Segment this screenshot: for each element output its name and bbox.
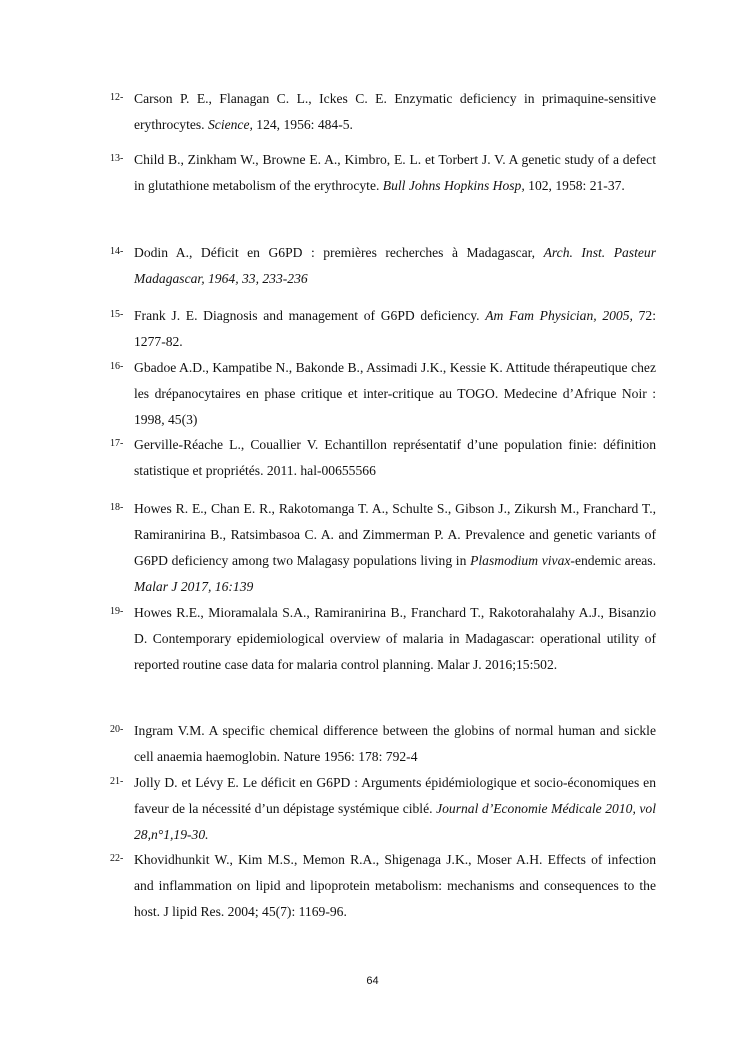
reference-21 [110,770,656,848]
reference-20 [110,718,656,770]
reference-14 [110,240,656,292]
reference-number: 16- [110,361,124,372]
reference-22 [110,847,656,925]
reference-18 [110,496,656,600]
reference-number: 20- [110,724,124,735]
reference-number: 17- [110,438,124,449]
reference-text: Dodin A., Déficit en G6PD : premières recherches à Madagascar, Arch. Inst. Pasteur Madagascar, 1964, 33, 233-236 [134,245,656,286]
reference-17 [110,432,656,484]
reference-text: Gerville-Réache L., Couallier V. Echantillon représentatif d’une population finie: définition statistique et propriétés. 2011. hal-00655566 [134,437,656,478]
reference-text: Ingram V.M. A specific chemical difference between the globins of normal human and sickle cell anaemia haemoglobin. Nature 1956: 178: 792-4 [134,723,656,764]
reference-16 [110,355,656,433]
reference-text: Child B., Zinkham W., Browne E. A., Kimbro, E. L. et Torbert J. V. A genetic study of a defect in glutathione metabolism of the erythrocyte. Bull Johns Hopkins Hosp, 102, 1958: 21-37. [134,152,656,193]
reference-text: Frank J. E. Diagnosis and management of G6PD deficiency. Am Fam Physician, 2005, 72: 1277-82. [134,308,656,349]
reference-text: Jolly D. et Lévy E. Le déficit en G6PD : Arguments épidémiologique et socio-économiques en faveur de la nécessité d’un dépistage systémique ciblé. Journal d’Economie Médicale 2010, vol 28,n°1,19-30. [134,775,656,842]
page-number: 64 [366,975,379,987]
reference-19 [110,600,656,678]
reference-number: 14- [110,246,124,257]
reference-text: Gbadoe A.D., Kampatibe N., Bakonde B., Assimadi J.K., Kessie K. Attitude thérapeutique chez les drépanocytaires en phase critique et inter-critique au TOGO. Medecine d’Afrique Noir : 1998, 45(3) [134,360,656,427]
reference-number: 22- [110,853,124,864]
reference-text: Howes R.E., Mioramalala S.A., Ramiranirina B., Franchard T., Rakotorahalahy A.J., Bisanzio D. Contemporary epidemiological overview of malaria in Madagascar: operational utility of reported routine case data for malaria control planning. Malar J. 2016;15:502. [134,605,656,672]
reference-number: 12- [110,92,124,103]
reference-number: 18- [110,502,124,513]
reference-number: 15- [110,309,124,320]
reference-number: 19- [110,606,124,617]
reference-text: Khovidhunkit W., Kim M.S., Memon R.A., Shigenaga J.K., Moser A.H. Effects of infection and inflammation on lipid and lipoprotein metabolism: mechanisms and consequences to the host. J lipid Res. 2004; 45(7): 1169-96. [134,852,656,919]
reference-13 [110,147,656,199]
reference-text: Carson P. E., Flanagan C. L., Ickes C. E. Enzymatic deficiency in primaquine-sensitive erythrocytes. Science, 124, 1956: 484-5. [134,91,656,132]
reference-15 [110,303,656,355]
reference-number: 13- [110,153,124,164]
reference-12 [110,86,656,138]
reference-text: Howes R. E., Chan E. R., Rakotomanga T. A., Schulte S., Gibson J., Zikursh M., Franchard T., Ramiranirina B., Ratsimbasoa C. A. and Zimmerman P. A. Prevalence and genetic variants of G6PD deficiency among two Malagasy populations living in Plasmodium vivax-endemic areas. Malar J 2017, 16:139 [134,501,656,594]
reference-number: 21- [110,776,124,787]
